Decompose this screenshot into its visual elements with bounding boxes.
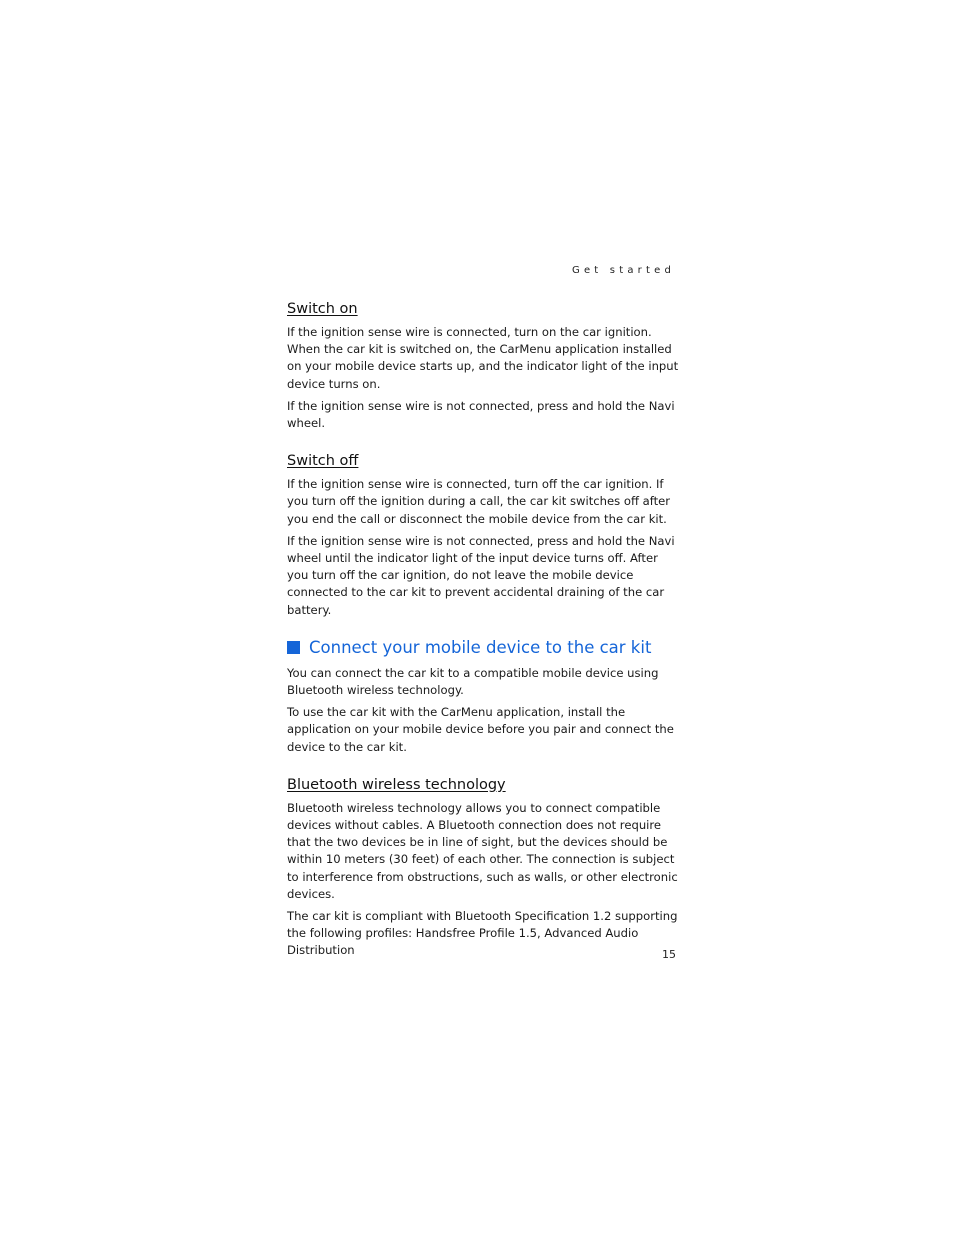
section-square-icon: [287, 641, 300, 654]
switch-off-paragraph-1: If the ignition sense wire is connected, turn off the car ignition. If you turn off the ignition during a call, the car kit switches off after you end the call or disconnect the mobile device from the car kit.: [287, 477, 671, 526]
page-content: [287, 299, 679, 965]
page-number: 15: [662, 948, 676, 961]
bluetooth-paragraph-1: Bluetooth wireless technology allows you to connect compatible devices without cables. A Bluetooth connection does not require that the two devices be in line of sight, but the devices should be within 10 meters (30 feet) of each other. The connection is subject to interference from obstructions, such as walls, or other electronic devices.: [287, 800, 678, 901]
connect-heading-text: Connect your mobile device to the car kit: [309, 637, 652, 657]
connect-paragraph-2: To use the car kit with the CarMenu application, install the application on your mobile device before you pair and connect the device to the car kit.: [287, 705, 674, 754]
running-header: Get started: [572, 265, 675, 276]
connect-paragraph-1: You can connect the car kit to a compatible mobile device using Bluetooth wireless technology.: [287, 665, 659, 698]
bluetooth-paragraph-2: The car kit is compliant with Bluetooth Specification 1.2 supporting the following profiles: Handsfree Profile 1.5, Advanced Audio Distribution: [287, 909, 678, 958]
switch-on-paragraph-1: If the ignition sense wire is connected, turn on the car ignition. When the car kit is switched on, the CarMenu application installed on your mobile device starts up, and the indicator light of the input device turns on.: [287, 325, 679, 391]
bluetooth-heading: Bluetooth wireless technology: [287, 776, 506, 793]
switch-off-heading: Switch off: [287, 453, 359, 470]
switch-off-paragraph-2: If the ignition sense wire is not connected, press and hold the Navi wheel until the indicator light of the input device turns off. After you turn off the car ignition, do not leave the mobile device connected to the car kit to prevent accidental draining of the car battery.: [287, 533, 675, 617]
connect-section-heading: [287, 637, 679, 659]
switch-on-heading: Switch on: [287, 301, 358, 317]
switch-on-paragraph-2: If the ignition sense wire is not connected, press and hold the Navi wheel.: [287, 398, 675, 431]
